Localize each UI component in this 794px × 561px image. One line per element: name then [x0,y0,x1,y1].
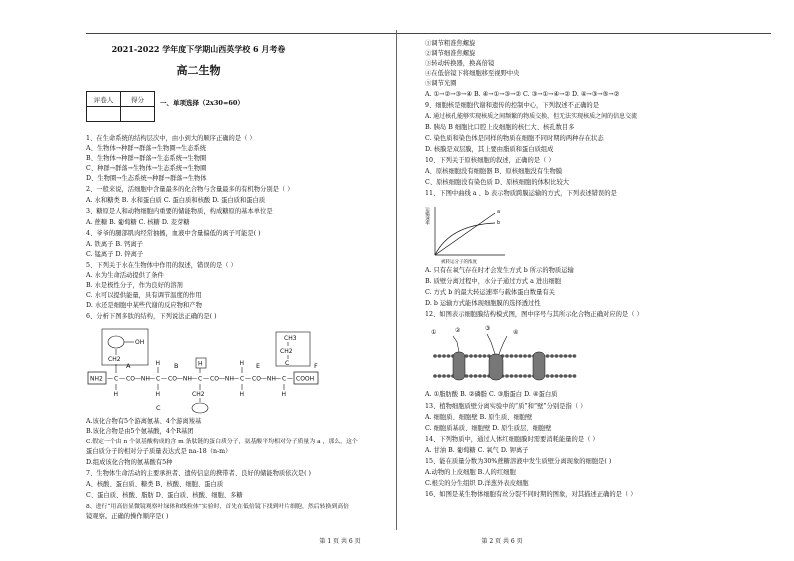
question-text: B、生物体→种群→群落→生态系统→生物圈 [86,155,207,162]
diagram-label-a: A [126,362,131,370]
curve-a [435,213,495,255]
diagram-label-e: E [256,362,261,370]
bond-label: — [275,375,281,383]
question-text: 6、分析下图多肽的结构，下列说法正确的是( ) [86,313,217,320]
question-text: C. 水可以提供能量，具有调节温度的作用 [86,292,202,299]
phospholipid-head [483,354,487,358]
question-text: ⑤调节光圈 [425,80,457,87]
question-text: C、蛋白质、核酸、脂肪 D、蛋白质、核酸、细胞、多糖 [86,492,243,499]
question-text: A、生物体→种群→群落→生物圈→生态系统 [86,145,207,152]
phospholipid-head [550,374,554,378]
membrane-protein [489,354,503,380]
bond-label: — [107,375,113,383]
question-text: D. 核膜是双层膜，其上要由脂质和蛋白质组成 [425,146,554,153]
score-grader-cell [87,107,121,122]
hydrogen-atom: H [239,360,245,367]
phospholipid-head [555,374,559,378]
phospholipid-head [514,354,518,358]
question-text: 13、植物细胞质壁分离实验中的“质”和“壁”分别是指（ ） [425,403,587,410]
side-chain-ch2: CH2 [108,356,121,363]
top-rule [86,33,397,34]
phospholipid-head [523,374,527,378]
benzene-ring [192,403,208,413]
phospholipid-head [523,354,527,358]
membrane-label-3: ③ [485,325,491,332]
question-text: C. 方式 b 的最大转运速率与载体蛋白数量有关 [425,289,555,296]
phospholipid-head [433,354,437,358]
question-text: 9、细胞核是细胞代谢和遗传的控制中心，下列叙述不正确的是 [425,102,600,109]
side-chain-ch2: CH2 [280,348,293,355]
phospholipid-head [564,374,568,378]
y-axis-label: 运输速率 [425,207,430,225]
question-text: B. 胰岛 B 细胞比口腔上皮细胞的核仁大、核孔数目多 [425,124,575,131]
membrane-label-2: ② [455,327,461,334]
diagram-label-c: C [156,404,161,412]
question-text: ③转动转换器，换高倍镜 [425,60,495,67]
phospholipid-head [573,354,577,358]
page-2 [397,0,794,561]
question-text: 14、下列物质中，通过人体红细胞膜时需要消耗能量的是（ ） [425,436,599,443]
phospholipid-head [528,354,532,358]
question-text: ④在低倍镜下将细胞移至视野中央 [425,70,520,77]
phospholipid-head [474,374,478,378]
phospholipid-head [433,374,437,378]
curve-a-label: a [497,209,501,215]
question-text: A. 只有在氧气存在时才会发生方式 b 所示的物质运输 [425,267,574,274]
question-text: 16、如图是某生物体细胞有丝分裂不同时期的图象，对其描述正确的是（ ） [425,491,637,498]
phospholipid-head [550,354,554,358]
question-text: C. 细胞质基质、细胞壁 D. 原生质层、细胞壁 [425,425,552,432]
phospholipid-head [478,374,482,378]
peptide-bond: CO—NH [168,375,192,383]
phospholipid-head [469,354,473,358]
alpha-carbon: C [198,375,203,383]
question-text: A. 水和糖类 B. 水和蛋白质 C. 蛋白质和核酸 D. 蛋白质和蛋白质 [86,197,266,204]
question-text: A.动物的上皮细胞 B.人的红细胞 [425,469,516,476]
peptide-bond: CO—NH [126,375,150,383]
alpha-carbon: C [156,375,161,383]
hydrogen-atom: H [239,391,245,398]
question-text: A. ①→②→③→④ B. ④→①→③→② C. ③→①→④→② D. ④→③→⑤→② [425,91,620,98]
phospholipid-head [442,374,446,378]
question-text: A. 铁离子 B. 钙离子 [86,241,143,248]
curve-b [435,223,495,255]
x-axis-label: 被转运分子的浓度 [441,260,477,265]
question-text: A、原核细胞没有细胞器 B、原核细胞没有生物膜 [425,168,563,175]
question-text: B. 质壁分离过程中，水分子通过方式 a 进出细胞 [425,278,562,285]
question-text: 5、下列关于水在生物体中作用的叙述，错误的是（ ） [86,262,237,269]
bond-label: — [191,375,197,383]
hydrogen-atom: H [113,391,119,398]
page-footer: 第 2 页 共 6 页 [481,538,523,545]
hydrogen-atom: H [155,391,161,398]
bond-label: — [233,375,239,383]
question-text: 1、在生命系统的结构层次中，由小到大的顺序正确的是（ ） [86,135,256,142]
score-points-label: 得分 [121,92,155,107]
diagram-label-f: F [314,362,318,370]
hydrogen-atom: H [198,360,203,368]
top-rule [397,33,771,34]
bond-label: — [161,375,167,383]
question-text: C.根尖的分生组织 D.洋葱外表皮细胞 [425,480,529,487]
peptide-bond: CO—NH [252,375,276,383]
section-heading: 一、单项选择（2x30=60） [160,99,244,107]
alpha-carbon: C [114,375,119,383]
curve-b-label: b [497,220,501,226]
phospholipid-head [559,374,563,378]
question-text: D. b 运输方式能体现细胞膜的选择透过性 [425,300,541,307]
phospholipid-head [568,354,572,358]
phospholipid-head [483,374,487,378]
question-text: A. 细胞质、细胞壁 B. 原生质、细胞壁 [425,414,533,421]
phospholipid-head [546,354,550,358]
question-text: 11、下图中曲线 a 、b 表示物质跨膜运输的方式，下列表述错误的是 [425,190,617,197]
phospholipid-head [564,354,568,358]
question-text: A、核酸、蛋白质、糖类 B、核酸、细胞、蛋白质 [86,481,224,488]
phospholipid-head [469,374,473,378]
glycocalyx-chain [499,336,507,354]
membrane-protein [453,352,465,380]
diagram-label-b: B [174,362,179,370]
membrane-diagram [429,324,579,388]
bond-label: — [119,375,125,383]
question-text: A.该化合物有5个游离氨基、4个游离羧基 [86,418,202,425]
subject-title: 高二生物 [176,64,221,77]
bond-label: — [149,375,155,383]
question-text: 12、如图表示细胞膜结构模式图，图中序号与其所示化合物正确对应的是（ ） [425,311,643,318]
question-text: D. 水还是细胞中某些代谢的反应物和产物 [86,302,202,309]
side-chain-ch3: CH3 [284,335,297,342]
alpha-carbon: C [282,375,287,383]
question-text: 3、糖原是人和动物细胞内重要的储能物质，构成糖原的基本单位是 [86,208,273,215]
question-text: ②调节细准焦螺旋 [425,50,476,57]
phospholipid-head [474,354,478,358]
question-text: 2、一般来说，活细胞中含量最多的化合物与含量最多的有机物分别是（ ） [86,186,294,193]
membrane-label-4: ④ [513,329,519,336]
bond-label: — [287,375,293,383]
bond-label: — [245,375,251,383]
question-text: C. 锰离子 D. 锌离子 [86,251,144,258]
score-table [86,91,155,122]
glycocalyx-chain [487,334,495,354]
question-text: 10、下列关于原核细胞的叙述，正确的是（ ） [425,157,555,164]
question-text: 7、生物体生命活动的主要承担者、遗传信息的携带者、良好的储能物质依次是( ) [86,470,312,477]
question-text: B. 水是极性分子，作为良好的溶剂 [86,282,183,289]
phospholipid-head [510,374,514,378]
cooh-label: COOH [296,375,315,383]
phospholipid-head [546,374,550,378]
alpha-carbon: C [240,375,245,383]
phospholipid-head [555,354,559,358]
transport-graph [425,203,515,265]
score-points-cell [121,107,155,122]
phospholipid-head [514,374,518,378]
hydrogen-atom: H [155,360,161,367]
question-text: A. 通过核孔能够实现核质之间频繁的物质交换，但无法实现核质之间的信息交流 [425,113,638,120]
phospholipid-head [519,354,523,358]
nh2-label: NH2 [90,375,103,383]
question-text: C、原核细胞没有染色质 D、原核细胞的体积比较大 [425,179,570,186]
phospholipid-head [559,354,563,358]
question-text: 镜观察。正确的操作顺序是( ) [86,513,169,520]
membrane-protein [533,352,545,380]
phospholipid-head [505,354,509,358]
question-text: B.该化合物是由5个氨基酸，4个R基团 [86,428,194,435]
phospholipid-head [510,354,514,358]
benzene-ring [108,336,124,348]
phospholipid-head [442,354,446,358]
score-grader-label: 评卷人 [87,92,121,107]
phospholipid-head [519,374,523,378]
hydroxyl-group: OH [135,339,145,346]
question-text: A. 甘油 B. 葡萄糖 C. 氧气 D. 钾离子 [425,447,529,454]
question-text: D、生物圈→生态系统→种群→群落→生物体 [86,175,207,182]
phospholipid-head [438,354,442,358]
question-text: C、种群→群落→生物体→生态系统→生物圈 [86,165,207,172]
question-text: 蛋白质分子的相对分子质量表达式是 na-18（n-m） [86,448,232,455]
question-text: 4、爷爷的腿部肌肉经常抽搐，血液中含量偏低的离子可能是( ) [86,230,261,237]
phospholipid-head [438,374,442,378]
phospholipid-head [568,374,572,378]
question-text: 15、能在质量分数为30%蔗糖溶液中发生质壁分离现象的细胞是( ) [425,458,612,465]
question-text: A. 蔗糖 B. 葡萄糖 C. 核糖 D. 麦芽糖 [86,219,190,226]
polypeptide-diagram [86,324,386,416]
membrane-label-1: ① [431,329,437,336]
exam-header: 2021-2022 学年度下学期山西英学校 6 月考卷 [111,44,286,54]
peptide-bond: CO—NH [210,375,234,383]
page-footer: 第 1 页 共 6 页 [319,538,361,545]
side-chain-ch2: CH2 [192,391,205,398]
phospholipid-head [478,354,482,358]
glycocalyx-chain [453,336,459,352]
phospholipid-head [447,374,451,378]
question-text: C.假定一个由 n 个氨基酸构成的含 m 条肽链的蛋白质分子，氨基酸平均相对分子质量为 a ，那么，这个 [86,439,358,445]
phospholipid-head [505,374,509,378]
phospholipid-head [447,354,451,358]
phospholipid-head [528,374,532,378]
alpha-carbon: C [285,360,290,367]
question-text: 8、进行“用高倍显微镜观察叶绿体和线粒体”实验时，首先在低倍镜下找到叶片细胞，然后转换到高倍 [86,504,350,510]
question-text: A. ①脂肪酸 B. ②磷脂 C. ③脂蛋白 D. ④蛋白质 [425,391,558,398]
question-text: D.组成该化合物的氨基酸有5种 [86,459,173,466]
bond-label: — [203,375,209,383]
hydrogen-atom: H [281,391,287,398]
question-text: A. 水为生命活动提供了条件 [86,272,164,279]
question-text: ①调节粗准焦螺旋 [425,40,476,47]
phospholipid-head [573,374,577,378]
question-text: C. 染色质和染色体是同样的物质在细胞不同时期的两种存在状态 [425,135,604,142]
